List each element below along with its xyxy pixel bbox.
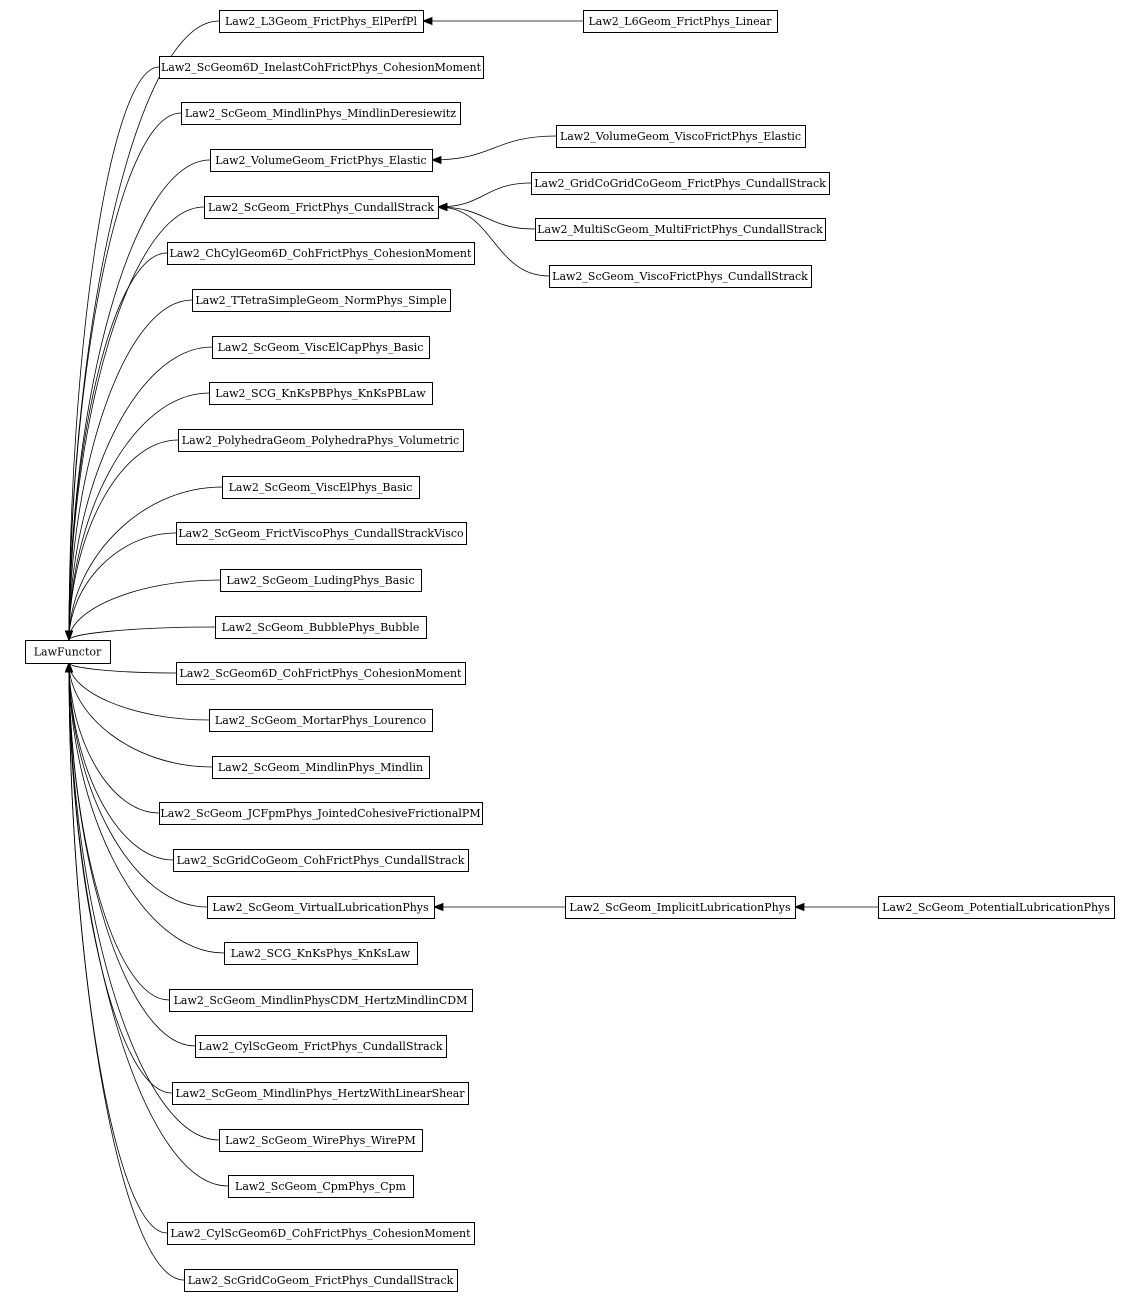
- class-node-label: Law2_ScGeom_MindlinPhys_Mindlin: [217, 761, 424, 774]
- edge-n26-to-lawfunctor: [69, 663, 228, 1186]
- class-node-n18[interactable]: [160, 803, 483, 825]
- class-node-label: Law2_VolumeGeom_FrictPhys_Elastic: [215, 154, 427, 167]
- class-node-label: Law2_CylScGeom6D_CohFrictPhys_CohesionMoment: [170, 1227, 471, 1240]
- nodes-layer: [26, 11, 1115, 1292]
- class-node-label: Law2_SCG_KnKsPhys_KnKsLaw: [230, 947, 411, 960]
- class-node-label: Law2_CylScGeom_FrictPhys_CundallStrack: [198, 1040, 443, 1053]
- class-node-r7[interactable]: [879, 897, 1115, 919]
- edge-n25-to-lawfunctor: [69, 663, 219, 1140]
- class-node-label: Law2_ScGridCoGeom_FrictPhys_CundallStrack: [187, 1274, 454, 1287]
- edge-r3-to-n5: [438, 183, 531, 207]
- class-node-r4[interactable]: [536, 219, 826, 241]
- class-node-label: Law2_ScGeom_ViscElPhys_Basic: [228, 481, 413, 494]
- class-node-r1[interactable]: [584, 11, 778, 33]
- class-node-n20[interactable]: [208, 897, 435, 919]
- class-node-label: Law2_SCG_KnKsPBPhys_KnKsPBLaw: [215, 387, 426, 400]
- class-node-r3[interactable]: [532, 173, 830, 195]
- class-node-label: Law2_ScGeom_ViscElCapPhys_Basic: [217, 341, 424, 354]
- arrowhead-icon: [438, 204, 447, 211]
- class-node-n8[interactable]: [213, 337, 430, 359]
- class-node-label: Law2_ScGeom6D_InelastCohFrictPhys_CohesionMoment: [160, 61, 482, 74]
- class-node-label: Law2_MultiScGeom_MultiFrictPhys_CundallStrack: [537, 223, 823, 236]
- class-node-n21[interactable]: [225, 943, 418, 965]
- class-node-n23[interactable]: [196, 1036, 447, 1058]
- class-node-label: Law2_ChCylGeom6D_CohFrictPhys_CohesionMoment: [169, 247, 472, 260]
- class-node-label: Law2_ScGeom_BubblePhys_Bubble: [221, 621, 420, 634]
- class-node-label: Law2_ScGeom_MindlinPhysCDM_HertzMindlinCDM: [173, 994, 468, 1007]
- class-node-n28[interactable]: [185, 1270, 458, 1292]
- class-node-label: Law2_ScGeom_PotentialLubricationPhys: [882, 901, 1110, 914]
- class-node-n2[interactable]: [160, 57, 484, 79]
- edge-r2-to-n4: [432, 136, 556, 160]
- edge-n15-to-lawfunctor: [69, 663, 176, 673]
- class-node-n15[interactable]: [177, 663, 466, 685]
- class-node-n6[interactable]: [168, 243, 475, 265]
- class-node-label: Law2_ScGeom_FrictViscoPhys_CundallStrackVisco: [178, 527, 464, 540]
- class-node-n3[interactable]: [182, 103, 461, 125]
- arrowhead-icon: [434, 904, 443, 911]
- class-node-label: Law2_ScGeom6D_CohFrictPhys_CohesionMoment: [179, 667, 462, 680]
- edge-n18-to-lawfunctor: [69, 663, 159, 813]
- arrowhead-icon: [66, 631, 73, 640]
- edge-n19-to-lawfunctor: [69, 663, 173, 860]
- class-node-label: Law2_ScGridCoGeom_CohFrictPhys_CundallStrack: [176, 854, 465, 867]
- class-node-n9[interactable]: [210, 383, 433, 405]
- class-node-r2[interactable]: [557, 126, 806, 148]
- class-node-n17[interactable]: [213, 757, 430, 779]
- class-node-n14[interactable]: [216, 617, 427, 639]
- edge-n12-to-lawfunctor: [69, 533, 176, 640]
- arrowhead-icon: [432, 157, 441, 164]
- class-node-label: Law2_ScGeom_ImplicitLubricationPhys: [569, 901, 791, 914]
- class-node-label: Law2_ScGeom_ViscoFrictPhys_CundallStrack: [552, 270, 808, 283]
- class-node-label: LawFunctor: [33, 645, 102, 659]
- class-node-lawfunctor[interactable]: [26, 641, 111, 664]
- class-node-n10[interactable]: [179, 430, 464, 452]
- class-node-label: Law2_ScGeom_CpmPhys_Cpm: [235, 1180, 406, 1193]
- arrowhead-icon: [66, 663, 73, 672]
- class-node-n27[interactable]: [168, 1223, 475, 1245]
- class-node-n16[interactable]: [210, 710, 433, 732]
- class-node-n25[interactable]: [220, 1130, 423, 1152]
- class-node-n26[interactable]: [229, 1176, 414, 1198]
- edge-r5-to-n5: [438, 207, 549, 276]
- arrowhead-icon: [423, 18, 432, 25]
- class-node-n5[interactable]: [205, 197, 439, 219]
- class-node-n4[interactable]: [211, 150, 433, 172]
- class-node-label: Law2_VolumeGeom_ViscoFrictPhys_Elastic: [559, 130, 802, 143]
- edge-n10-to-lawfunctor: [69, 440, 178, 640]
- arrowhead-icon: [795, 904, 804, 911]
- class-node-label: Law2_ScGeom_MortarPhys_Lourenco: [214, 714, 427, 727]
- class-node-label: Law2_L6Geom_FrictPhys_Linear: [588, 15, 772, 28]
- class-node-n1[interactable]: [220, 11, 424, 33]
- class-node-label: Law2_ScGeom_LudingPhys_Basic: [226, 574, 415, 587]
- class-node-n22[interactable]: [170, 990, 473, 1012]
- class-node-label: Law2_GridCoGridCoGeom_FrictPhys_CundallStrack: [534, 177, 826, 190]
- class-node-n19[interactable]: [174, 850, 469, 872]
- class-node-n24[interactable]: [173, 1083, 469, 1105]
- edge-r4-to-n5: [438, 207, 535, 229]
- class-node-label: Law2_ScGeom_VirtualLubricationPhys: [212, 901, 429, 914]
- edge-n14-to-lawfunctor: [69, 627, 215, 640]
- class-node-label: Law2_TTetraSimpleGeom_NormPhys_Simple: [195, 294, 447, 307]
- class-node-r5[interactable]: [550, 266, 812, 288]
- class-node-label: Law2_L3Geom_FrictPhys_ElPerfPl: [225, 15, 417, 28]
- class-node-label: Law2_ScGeom_MindlinPhys_MindlinDeresiewitz: [184, 107, 457, 120]
- class-node-r6[interactable]: [566, 897, 796, 919]
- class-node-label: Law2_ScGeom_JCFpmPhys_JointedCohesiveFrictionalPM: [160, 807, 481, 820]
- edge-n13-to-lawfunctor: [69, 580, 220, 640]
- edge-n4-to-lawfunctor: [69, 160, 210, 640]
- edge-n28-to-lawfunctor: [69, 663, 184, 1280]
- class-node-n7[interactable]: [193, 290, 451, 312]
- edge-n5-to-lawfunctor: [69, 207, 204, 640]
- edge-n8-to-lawfunctor: [69, 347, 212, 640]
- class-node-label: Law2_ScGeom_MindlinPhys_HertzWithLinearShear: [175, 1087, 465, 1100]
- class-node-label: Law2_ScGeom_FrictPhys_CundallStrack: [208, 201, 434, 214]
- class-node-n12[interactable]: [177, 523, 467, 545]
- class-node-n11[interactable]: [223, 477, 420, 499]
- edge-n7-to-lawfunctor: [69, 300, 192, 640]
- class-node-n13[interactable]: [221, 570, 422, 592]
- edge-n3-to-lawfunctor: [69, 113, 181, 640]
- class-node-label: Law2_ScGeom_WirePhys_WirePM: [225, 1134, 416, 1147]
- class-node-label: Law2_PolyhedraGeom_PolyhedraPhys_Volumetric: [181, 434, 460, 447]
